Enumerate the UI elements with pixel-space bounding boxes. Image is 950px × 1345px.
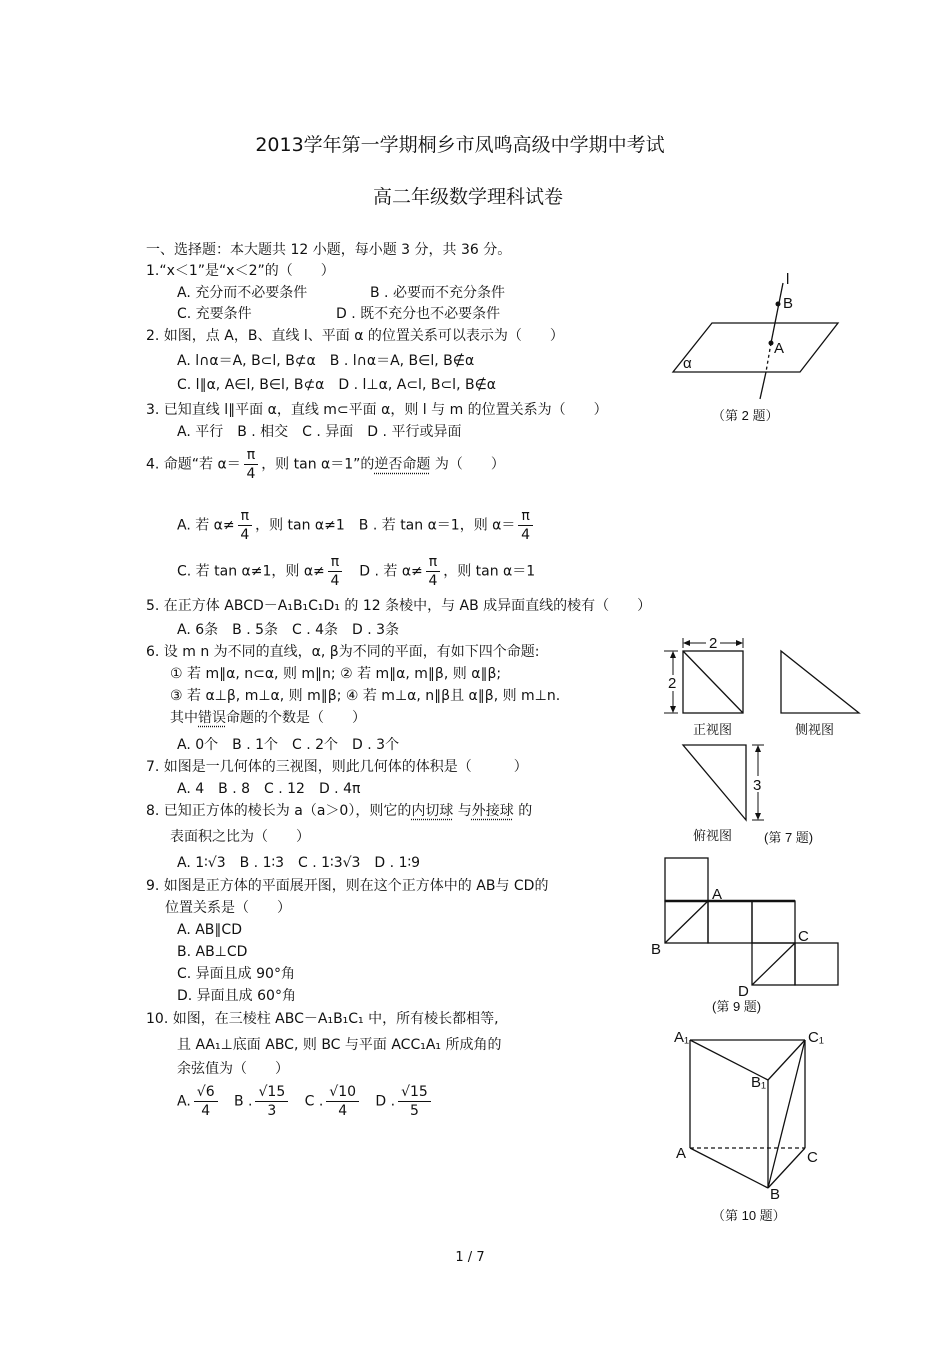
q1-option-a: A. 充分而不必要条件 xyxy=(177,285,308,301)
q5-options: A. 6条 B . 5条 C . 4条 D . 3条 xyxy=(177,622,400,638)
section-header: 一、选择题：本大题共 12 小题，每小题 3 分，共 36 分。 xyxy=(146,242,512,258)
q6-stem: 6. 设 m n 为不同的直线，α, β为不同的平面，有如下四个命题: xyxy=(146,644,540,660)
q10-options: A. $\frac{√6}{4}$ B . $\frac{√15}{3}$ C . $\frac{√10}{4}$ D . $\frac{√15}{5}$ xyxy=(177,1083,434,1120)
q4-options-cd: C. 若 tan α≠1，则 α≠ $\frac{\pi}{4}$ D . 若 α≠ $\frac{\pi}{4}$ ，则 tan α＝1 xyxy=(177,554,536,589)
q10-stem: 10. 如图，在三棱柱 ABC－A₁B₁C₁ 中，所有棱长都相等, xyxy=(146,1011,499,1027)
q4-dotted-term: 逆否命题 xyxy=(374,456,431,473)
fig2-label-A: A xyxy=(774,340,785,357)
fig9-label-D: D xyxy=(738,983,749,1000)
q2-stem: 2. 如图，点 A，B、直线 l、平面 α 的位置关系可以表示为（ ） xyxy=(146,328,564,344)
q7-stem: 7. 如图是一几何体的三视图，则此几何体的体积是（ ） xyxy=(146,759,528,775)
q1-stem: 1.“x＜1”是“x＜2”的（ ） xyxy=(146,263,335,279)
fig7-side-label: 侧视图 xyxy=(795,722,835,737)
q2-options-ab: A. l∩α＝A, B⊂l, B⊄α B . l∩α＝A, B∈l, B∉α xyxy=(177,353,475,369)
q1-option-b: B . 必要而不充分条件 xyxy=(370,285,505,301)
fig7-caption: (第 7 题) xyxy=(764,830,814,845)
fig10-label-B1: B₁ xyxy=(751,1074,767,1091)
fig7-top-label: 俯视图 xyxy=(693,828,733,843)
q9-option-b: B. AB⊥CD xyxy=(177,944,248,960)
fig10-caption: （第 10 题） xyxy=(712,1208,786,1223)
q3-options: A. 平行 B . 相交 C . 异面 D . 平行或异面 xyxy=(177,424,462,440)
q2-options-cd: C. l∥α, A∈l, B∈l, B⊄α D . l⊥α, A⊂l, B⊂l, B∉α xyxy=(177,377,497,393)
q8-stem-2: 表面积之比为（ ） xyxy=(170,829,310,845)
fig7-front-label: 正视图 xyxy=(693,722,733,737)
q1-option-c: C. 充要条件 xyxy=(177,306,252,322)
fig2-label-B: B xyxy=(783,295,794,312)
q10-stem-2: 且 AA₁⊥底面 ABC, 则 BC 与平面 ACC₁A₁ 所成角的 xyxy=(177,1037,502,1053)
q6-prop-1-2: ① 若 m∥α, n⊂α, 则 m∥n; ② 若 m∥α, m∥β, 则 α∥β; xyxy=(170,666,502,682)
fig10-label-B: B xyxy=(770,1186,781,1203)
q6-question: 其中错误命题的个数是（ ） xyxy=(170,710,366,726)
fig7-height: 2 xyxy=(668,675,677,692)
fig10-label-A1: A₁ xyxy=(674,1029,690,1046)
q7-options: A. 4 B . 8 C . 12 D . 4π xyxy=(177,781,361,797)
q8-stem: 8. 已知正方体的棱长为 a（a＞0），则它的内切球 与外接球 的 xyxy=(146,803,533,819)
fig2-caption: （第 2 题） xyxy=(712,408,779,423)
fig9-caption: (第 9 题) xyxy=(712,999,762,1014)
q4-options-ab: A. 若 α≠ $\frac{\pi}{4}$ ，则 tan α≠1 B . 若 tan α＝1，则 α＝ $\frac{\pi}{4}$ xyxy=(177,507,536,544)
fig10-label-A: A xyxy=(676,1145,687,1162)
q9-stem: 9. 如图是正方体的平面展开图，则在这个正方体中的 AB与 CD的 xyxy=(146,878,549,894)
page-number: 1 / 7 xyxy=(455,1250,485,1265)
fig9-label-A: A xyxy=(712,886,723,903)
q5-stem: 5. 在正方体 ABCD－A₁B₁C₁D₁ 的 12 条棱中，与 AB 成异面直线的棱有（ ） xyxy=(146,598,652,614)
exam-subtitle: 高二年级数学理科试卷 xyxy=(372,186,563,208)
q4-stem: 4. 命题“若 α＝ $\frac{\pi}{4}$ ，则 tan α＝1”的逆否命题 为（ ） xyxy=(146,447,505,482)
fig9-label-C: C xyxy=(798,928,809,945)
q6-prop-3-4: ③ 若 α⊥β, m⊥α, 则 m∥β; ④ 若 m⊥α, n∥β且 α∥β, 则 m⊥n. xyxy=(170,688,561,704)
q1-option-d: D . 既不充分也不必要条件 xyxy=(336,306,501,322)
exam-title: 2013学年第一学期桐乡市凤鸣高级中学期中考试 xyxy=(255,134,665,156)
fig10-label-C1: C₁ xyxy=(808,1029,824,1046)
q9-option-c: C. 异面且成 90°角 xyxy=(177,966,295,982)
q9-option-a: A. AB∥CD xyxy=(177,922,242,938)
q3-stem: 3. 已知直线 l∥平面 α，直线 m⊂平面 α，则 l 与 m 的位置关系为（ ） xyxy=(146,402,608,418)
fig2-label-l: l xyxy=(786,271,790,288)
q4-fraction-pi-over-4: $\frac{\pi}{4}$ xyxy=(244,446,258,483)
fig7-width: 2 xyxy=(709,635,718,652)
fig10-label-C: C xyxy=(807,1149,818,1166)
fig2-label-alpha: α xyxy=(683,355,692,372)
q9-option-d: D. 异面且成 60°角 xyxy=(177,988,296,1004)
q8-options: A. 1∶√3 B . 1∶3 C . 1∶3√3 D . 1∶9 xyxy=(177,855,421,871)
fig9-label-B: B xyxy=(651,941,662,958)
q6-options: A. 0个 B . 1个 C . 2个 D . 3个 xyxy=(177,737,400,753)
q9-stem-2: 位置关系是（ ） xyxy=(165,900,291,916)
fig7-depth: 3 xyxy=(753,777,762,794)
q10-stem-3: 余弦值为（ ） xyxy=(177,1061,289,1077)
